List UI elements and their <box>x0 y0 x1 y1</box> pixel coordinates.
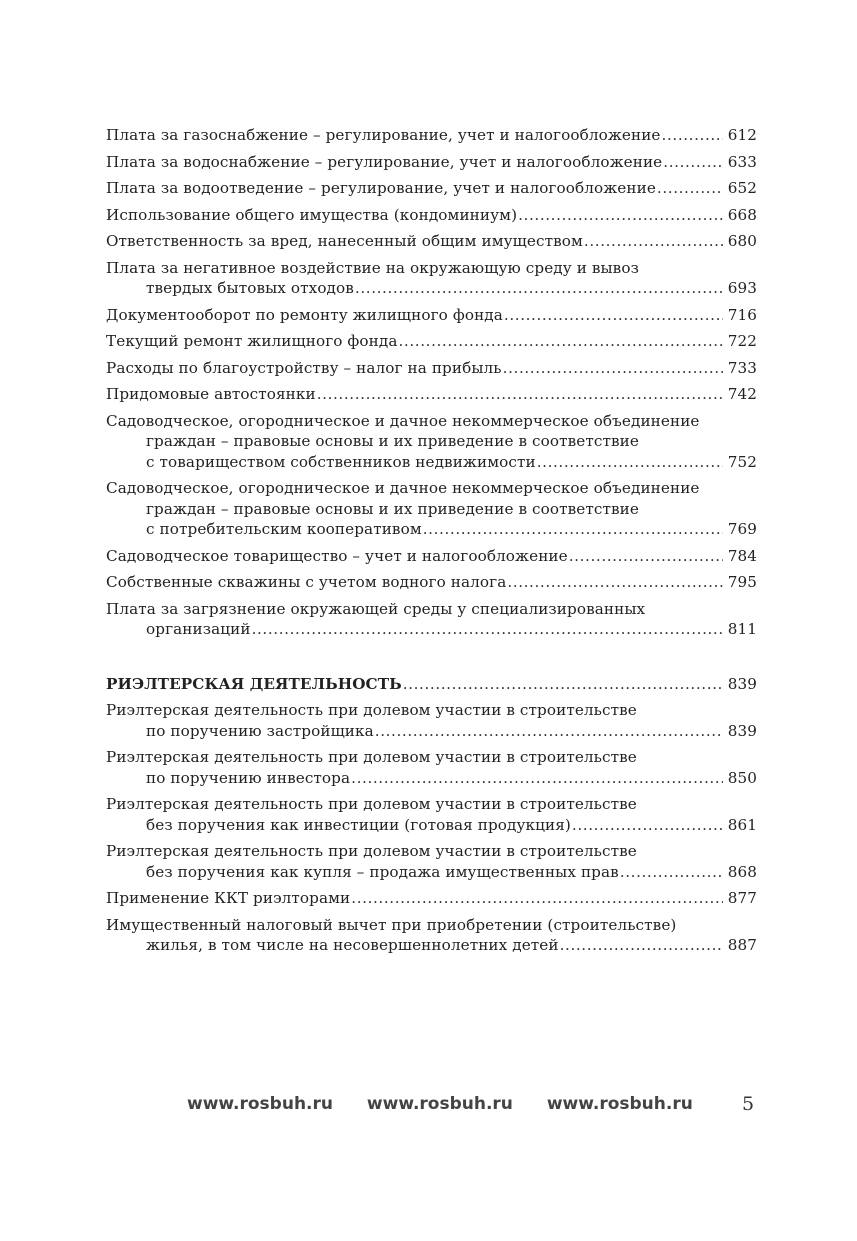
toc-entry[interactable] <box>106 747 757 788</box>
toc-section-heading[interactable] <box>106 674 757 695</box>
toc-entry-title: твердых бытовых отходов <box>146 279 354 297</box>
toc-entry-page: 850 <box>727 768 757 787</box>
toc-entry-text-line: Риэлтерская деятельность при долевом участии в строительстве <box>106 701 637 719</box>
toc-entry-page: 784 <box>727 546 757 565</box>
toc-entry-title: по поручению застройщика <box>146 721 374 740</box>
toc-entry-title: Текущий ремонт жилищного фонда <box>106 332 398 350</box>
footer-urls <box>187 1094 721 1114</box>
toc-entry[interactable] <box>106 572 757 593</box>
toc-entry-page: 742 <box>727 385 757 403</box>
toc-entry-text-line: Риэлтерская деятельность при долевом участии в строительстве <box>106 842 637 860</box>
toc-entry-text-line: Риэлтерская деятельность при долевом участии в строительстве <box>106 795 637 813</box>
toc-entry-page: 795 <box>727 573 757 591</box>
toc-entry-title: Использование общего имущества (кондоминиум) <box>106 205 518 224</box>
toc-entry-text-line: Плата за загрязнение окружающей среды у специализированных <box>106 599 646 618</box>
toc-entry[interactable] <box>106 178 757 199</box>
toc-entry-page: 752 <box>727 452 757 471</box>
toc-entry[interactable] <box>106 305 757 326</box>
toc-entry[interactable] <box>106 599 757 640</box>
toc-entry-title: Собственные скважины с учетом водного налога <box>106 573 507 591</box>
dot-leader <box>351 768 723 789</box>
toc-entry-page: 716 <box>727 305 757 324</box>
toc-entry-page: 877 <box>727 889 757 907</box>
toc-entry-page: 680 <box>727 232 757 250</box>
toc-entry[interactable] <box>106 384 757 405</box>
dot-leader <box>317 384 723 405</box>
toc-entry[interactable] <box>106 841 757 882</box>
toc-entry[interactable] <box>106 411 757 473</box>
toc-entry-page: 839 <box>727 721 757 740</box>
toc-entry-title: без поручения как инвестиции (готовая продукция) <box>146 815 571 834</box>
toc-entry-title: с потребительским кооперативом <box>146 520 422 538</box>
toc-entry[interactable] <box>106 546 757 567</box>
dot-leader <box>252 619 723 640</box>
toc-entry-page: 861 <box>727 815 757 834</box>
toc-entry[interactable] <box>106 152 757 173</box>
toc-entry-page: 652 <box>727 179 757 197</box>
footer-url[interactable]: www.rosbuh.ru <box>546 1094 693 1114</box>
dot-leader <box>584 231 723 252</box>
toc-entry-title: без поручения как купля – продажа имущественных прав <box>146 862 619 881</box>
dot-leader <box>507 572 723 593</box>
toc-entry[interactable] <box>106 205 757 226</box>
dot-leader <box>662 125 723 146</box>
toc-entry-page: 722 <box>727 332 757 350</box>
toc-entry-text-line: Садоводческое, огородническое и дачное некоммерческое объединение <box>106 411 700 430</box>
toc-entry[interactable] <box>106 331 757 352</box>
toc-entry-page: 733 <box>727 358 757 377</box>
toc-entry[interactable] <box>106 888 757 909</box>
toc-group-housing <box>106 125 757 640</box>
toc-entry-title: Применение ККТ риэлторами <box>106 889 351 907</box>
toc-entry-title: Документооборот по ремонту жилищного фонда <box>106 305 503 324</box>
toc-entry-title: Плата за газоснабжение – регулирование, учет и налогообложение <box>106 126 661 144</box>
toc-entry-page: 633 <box>727 152 757 171</box>
toc-entry-page: 811 <box>727 620 757 638</box>
dot-leader <box>560 935 723 956</box>
table-of-contents <box>106 125 757 962</box>
dot-leader <box>355 278 723 299</box>
toc-entry[interactable] <box>106 125 757 146</box>
footer-url[interactable]: www.rosbuh.ru <box>187 1094 333 1114</box>
toc-entry-title: Расходы по благоустройству – налог на прибыль <box>106 358 502 377</box>
dot-leader <box>620 862 723 883</box>
dot-leader <box>423 519 723 540</box>
toc-entry[interactable] <box>106 358 757 379</box>
toc-entry-text-line: Риэлтерская деятельность при долевом участии в строительстве <box>106 748 637 766</box>
toc-entry-page: 868 <box>727 862 757 881</box>
toc-entry-title: с товариществом собственников недвижимости <box>146 452 536 471</box>
toc-entry-text-line: граждан – правовые основы и их приведение в соответствие <box>146 499 639 518</box>
dot-leader <box>657 178 723 199</box>
toc-group-realty <box>106 700 757 956</box>
toc-entry[interactable] <box>106 794 757 835</box>
toc-entry-title: Плата за водоснабжение – регулирование, учет и налогообложение <box>106 152 663 171</box>
dot-leader <box>504 305 723 326</box>
footer-url[interactable]: www.rosbuh.ru <box>366 1094 513 1114</box>
toc-entry-text-line: Плата за негативное воздействие на окружающую среду и вывоз <box>106 258 639 277</box>
dot-leader <box>351 888 723 909</box>
dot-leader <box>503 358 723 379</box>
toc-entry-title: жилья, в том числе на несовершеннолетних детей <box>146 936 559 954</box>
dot-leader <box>403 674 723 695</box>
section-heading-title: РИЭЛТЕРСКАЯ ДЕЯТЕЛЬНОСТЬ <box>106 674 402 693</box>
toc-entry[interactable] <box>106 915 757 956</box>
section-heading-page: 839 <box>727 674 757 693</box>
toc-entry[interactable] <box>106 258 757 299</box>
dot-leader <box>569 546 723 567</box>
dot-leader <box>518 205 723 226</box>
toc-entry-title: Садоводческое товарищество – учет и налогообложение <box>106 546 568 565</box>
toc-entry-title: по поручению инвестора <box>146 768 351 787</box>
toc-entry-page: 612 <box>727 126 757 144</box>
toc-entry-text-line: Садоводческое, огородническое и дачное некоммерческое объединение <box>106 479 700 497</box>
toc-entry[interactable] <box>106 231 757 252</box>
toc-entry-title: Плата за водоотведение – регулирование, учет и налогообложение <box>106 179 656 197</box>
toc-entry-page: 887 <box>727 936 757 954</box>
toc-entry-text-line: Имущественный налоговый вычет при приобретении (строительстве) <box>106 915 677 934</box>
toc-entry-page: 668 <box>727 205 757 224</box>
toc-entry-title: Ответственность за вред, нанесенный общим имуществом <box>106 232 583 250</box>
dot-leader <box>537 452 723 473</box>
toc-entry-title: организаций <box>146 620 251 638</box>
dot-leader <box>399 331 724 352</box>
section-gap <box>106 646 757 674</box>
dot-leader <box>375 721 723 742</box>
toc-entry-page: 693 <box>727 279 757 297</box>
toc-entry-page: 769 <box>727 520 757 538</box>
dot-leader <box>663 152 723 173</box>
dot-leader <box>572 815 723 836</box>
toc-entry[interactable] <box>106 700 757 741</box>
toc-entry-title: Придомовые автостоянки <box>106 385 316 403</box>
page-number: 5 <box>742 1093 755 1115</box>
toc-entry[interactable] <box>106 478 757 540</box>
toc-entry-text-line: граждан – правовые основы и их приведение в соответствие <box>146 432 639 450</box>
